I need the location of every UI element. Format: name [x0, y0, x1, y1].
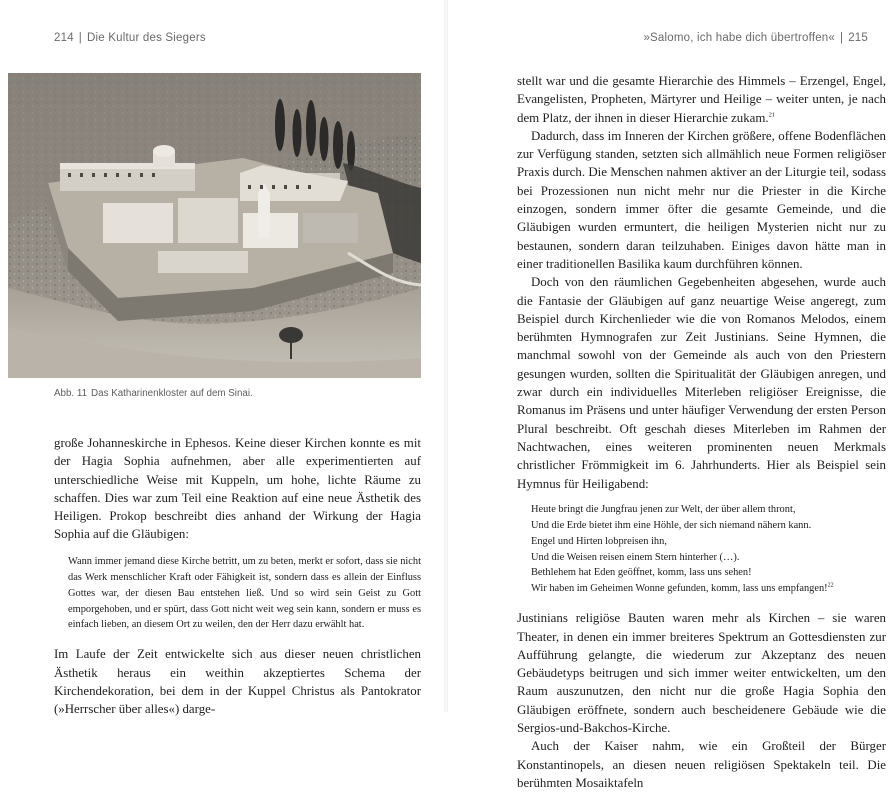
hymn-line-1: Heute bringt die Jungfrau jenen zur Welt, der über allem thront,	[531, 503, 796, 515]
right-chapter-title: »Salomo, ich habe dich übertroffen«	[643, 32, 836, 44]
right-paragraph-2: Dadurch, dass im Inneren der Kirchen größere, offene Bodenflächen zur Verfügung standen, setzten sich allmählich neue Formen religiöser Praxis durch. Die Menschen nahmen aktiver an der Liturgie teil, sodass bei Prozessionen nun nicht mehr nur die Priester in die Kirche einzogen, sondern immer öfter die gesamte Gemeinde, und die Gläubigen wurden ermuntert, die heiligen Mysterien nicht nur zu bestaunen, sondern daran teilzuhaben. Einiges davon hätte man in einer traditionellen Basilika kaum durchführen können.	[517, 128, 886, 271]
left-running-head	[54, 32, 206, 44]
left-running-head-separator: |	[78, 32, 82, 44]
figure-caption-text: Das Katharinenkloster auf dem Sinai.	[91, 388, 253, 399]
right-running-head	[643, 32, 868, 44]
hymn-line-5: Bethlehem hat Eden geöffnet, komm, lass uns sehen!	[531, 567, 752, 579]
monastery-photo-image	[8, 73, 421, 378]
christmas-hymn	[517, 502, 886, 597]
figure-caption-number: Abb. 11	[54, 388, 88, 399]
left-text-column	[54, 434, 421, 719]
hymn-line-2: Und die Erde bietet ihm eine Höhle, der sich niemand nähern kann.	[531, 519, 812, 531]
footnote-marker-21: 21	[768, 111, 776, 119]
hymn-line-6-wrapper	[531, 581, 886, 597]
right-paragraph-1	[517, 72, 886, 127]
hymn-line-3: Engel und Hirten lobpreisen ihn,	[531, 535, 667, 547]
right-text-column	[517, 72, 886, 792]
procopius-quote: Wann immer jemand diese Kirche betritt, um zu beten, merkt er sofort, dass sie nicht das Werk menschlicher Kraft oder Fähigkeit ist, sondern dass es allein der Einfluss Gottes war, der diesen Bau entstehen ließ. Und so wird sein Geist zu Gott emporgehoben, und er spürt, dass Gott nicht weit weg sein kann, sondern er muss es einfach lieben, an diesem Ort zu weilen, den der Herr dazu erwählt hat.	[68, 555, 421, 631]
right-running-head-separator: |	[840, 32, 844, 44]
right-page-number: 215	[848, 32, 868, 44]
monastery-photo	[8, 73, 421, 378]
book-gutter	[444, 0, 448, 712]
hymn-line-4: Und die Weisen reisen einem Stern hinterher (…).	[531, 551, 740, 563]
left-chapter-title: Die Kultur des Siegers	[86, 32, 206, 44]
left-paragraph-2: Im Laufe der Zeit entwickelte sich aus dieser neuen christlichen Ästhetik heraus ein weithin akzeptiertes Schema der Kirchendekoration, bei dem in der Kuppel Christus als Pantokrator (»Herrscher über alles«) darge-	[54, 647, 421, 717]
footnote-marker-22: 22	[827, 582, 834, 589]
figure-caption	[54, 388, 253, 399]
right-paragraph-4: Justinians religiöse Bauten waren mehr als Kirchen – sie waren Theater, in denen ein immer breiteres Spektrum an Gottesdiensten zur Aufführung gelangte, die wiederum zur Akzeptanz des neuen Gebäudetyps beitrugen und sich immer weiter entwickelten, um den Raum auszunutzen, den nicht nur die große Hagia Sophia den Gläubigen eröffnete, sondern auch bescheidenere Gebäude wie die Sergios-und-Bakchos-Kirche.	[517, 611, 886, 736]
hymn-line-6: Wir haben im Geheimen Wonne gefunden, komm, lass uns empfangen!	[531, 583, 828, 595]
left-page-number: 214	[54, 32, 74, 44]
left-paragraph-1: große Johanneskirche in Ephesos. Keine dieser Kirchen konnte es mit der Hagia Sophia aufnehmen, aber alle experimentierten auf unterschiedliche Weise mit Kuppeln, um hohe, lichte Räume zu schaffen. Dies war zum Teil eine Reaktion auf eine neue Ästhetik des Heiligen. Prokop beschreibt dies anhand der Wirkung der Hagia Sophia auf die Gläubigen:	[54, 436, 421, 542]
right-paragraph-5: Auch der Kaiser nahm, wie ein Großteil der Bürger Konstantinopels, an diesen neuen religiösen Spektakeln teil. Die berühmten Mosaiktafeln	[517, 739, 886, 790]
right-paragraph-3: Doch von den räumlichen Gegebenheiten abgesehen, wurde auch die Fantasie der Gläubigen auf ganz neuartige Weise angeregt, zum Beispiel durch Kirchenlieder wie die von Romanos Melodos, einem berühmten Hymnografen zur Zeit Justinians. Seine Hymnen, die manchmal sowohl von der Gemeinde als auch von den Priestern gesungen wurden, sollten die Spiritualität der Gläubigen anregen, und zwar durch ein individuelles Miterleben religiöser Ereignisse, die Romanus im Präsens und unter häufiger Verwendung der ersten Person Plural beschreibt. Oft geschah dieses Miterleben im Rahmen der Nachtwachen, eines weiteren prominenten neuen Merkmals christlicher Frömmigkeit im 6. Jahrhunderts. Hier als Beispiel sein Hymnus für Heiligabend:	[517, 275, 886, 491]
right-paragraph-1-text: stellt war und die gesamte Hierarchie des Himmels – Erzengel, Engel, Evangelisten, Propheten, Märtyrer und Heilige – weiter unten, je nach dem Platz, der ihnen in dieser Hierarchie zukam.	[517, 74, 886, 125]
